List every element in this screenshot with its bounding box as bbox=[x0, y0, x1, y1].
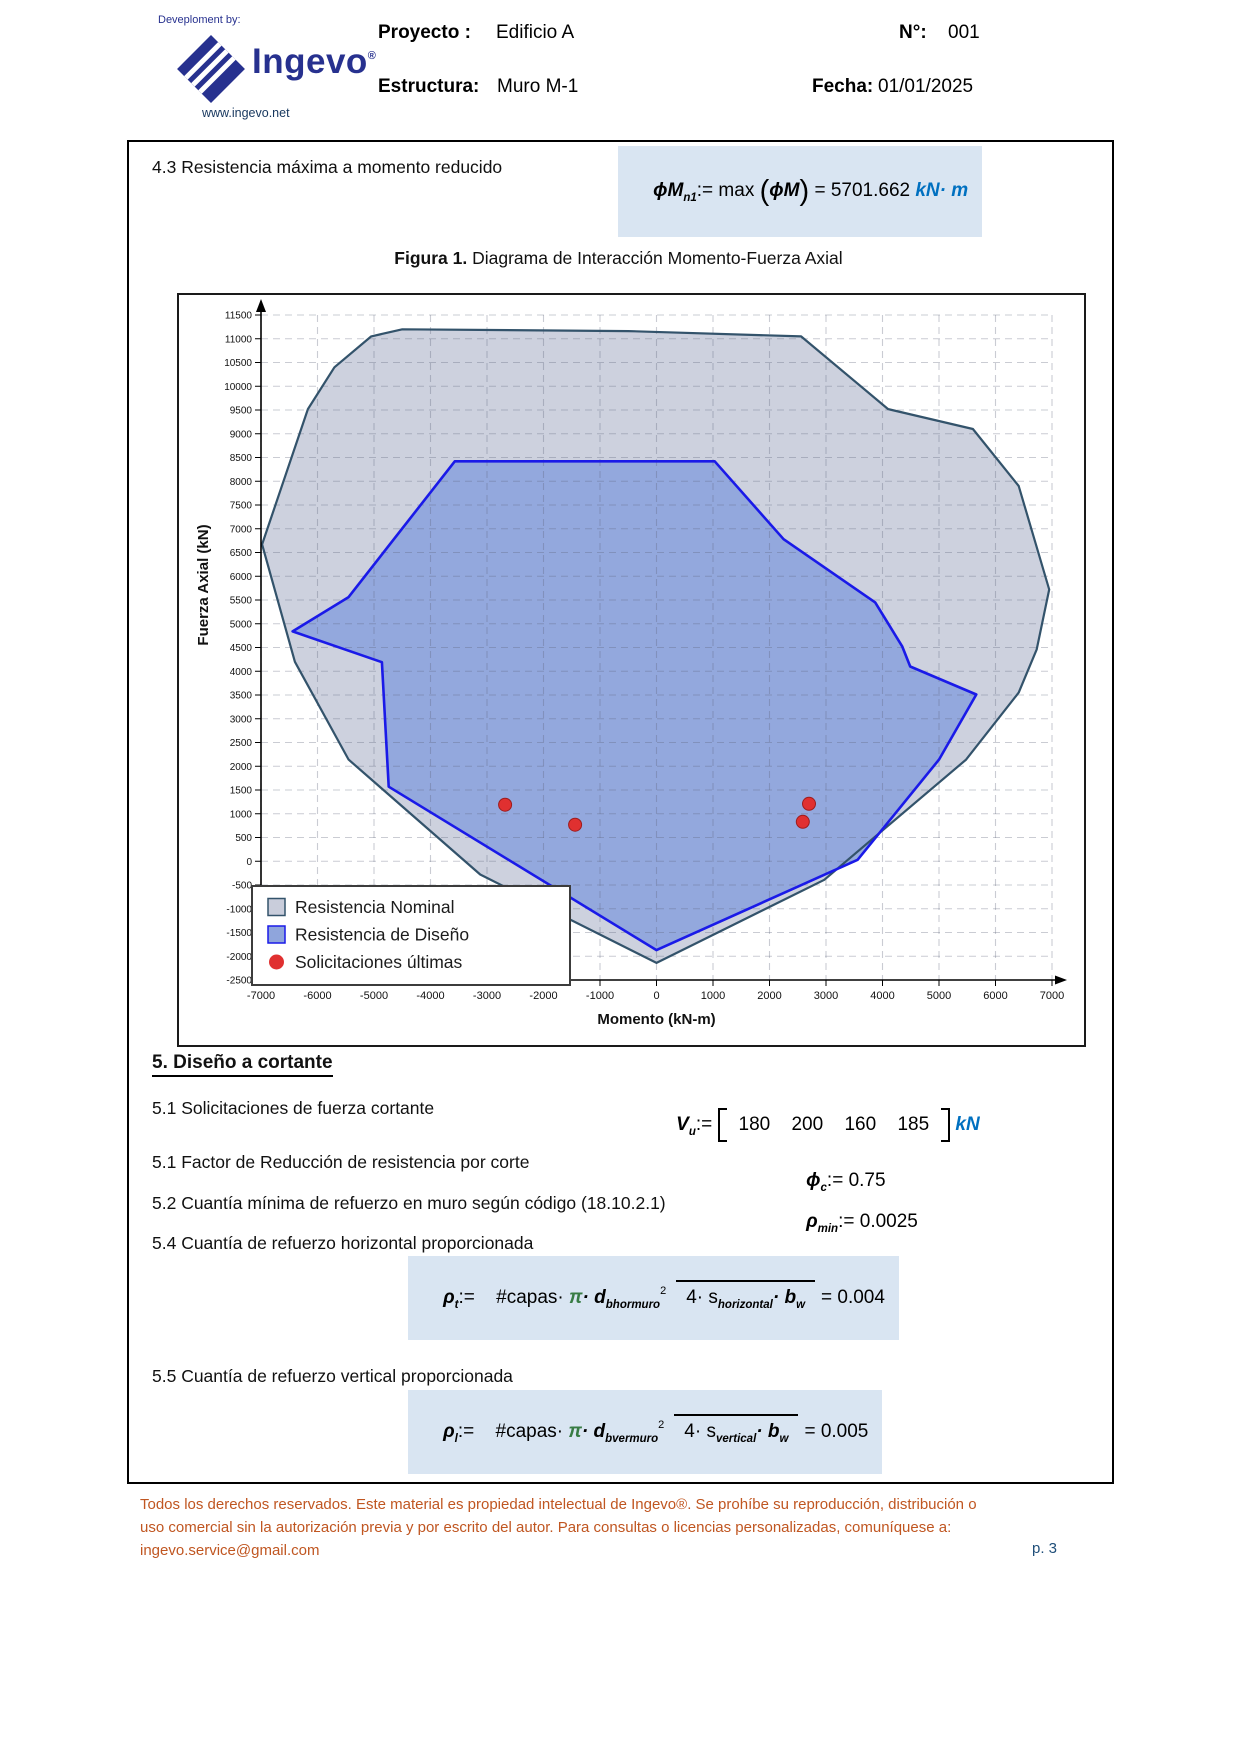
dev-label: Deveploment by: bbox=[158, 14, 241, 26]
brand-name: Ingevo® bbox=[252, 42, 377, 81]
y-tick-label: 7000 bbox=[229, 524, 252, 536]
structure-value: Muro M-1 bbox=[497, 76, 579, 97]
load-point bbox=[796, 815, 809, 828]
x-tick-label: 2000 bbox=[757, 990, 782, 1002]
x-tick-label: -6000 bbox=[303, 990, 332, 1002]
legend-label: Solicitaciones últimas bbox=[295, 952, 463, 972]
y-tick-label: 3500 bbox=[229, 690, 252, 702]
phi-mn1-var: ϕM bbox=[653, 180, 684, 201]
y-tick-label: 7500 bbox=[229, 500, 252, 512]
phi-c-formula: $\phi_c:= 0.75$ bbox=[806, 1170, 886, 1194]
page-number: p. 3 bbox=[1032, 1540, 1058, 1557]
x-tick-label: -1000 bbox=[585, 990, 615, 1002]
date-value: 01/01/2025 bbox=[878, 76, 974, 97]
rho-t-value: 0.004 bbox=[837, 1287, 885, 1309]
legend-swatch-loads bbox=[269, 955, 284, 970]
x-tick-label: 5000 bbox=[926, 990, 952, 1002]
phi-c-value: 0.75 bbox=[848, 1170, 886, 1191]
logo-block bbox=[150, 12, 390, 127]
y-tick-label: 1000 bbox=[229, 809, 252, 821]
y-tick-label: 9500 bbox=[229, 405, 252, 417]
x-axis-arrow bbox=[1055, 976, 1067, 985]
row-5-1b-label: 5.1 Factor de Reducción de resistencia por corte bbox=[152, 1152, 530, 1172]
y-tick-label: 500 bbox=[235, 833, 252, 844]
y-tick-label: 11500 bbox=[224, 310, 252, 322]
y-tick-label: 0 bbox=[246, 856, 252, 868]
section-4-3-heading: 4.3 Resistencia máxima a momento reducido bbox=[152, 157, 503, 177]
y-axis-arrow bbox=[256, 299, 266, 312]
x-tick-label: -5000 bbox=[359, 990, 389, 1002]
x-tick-label: 1000 bbox=[700, 990, 726, 1002]
phi-mn1-unit: kN· m bbox=[915, 180, 969, 201]
matrix-bracket-left bbox=[718, 1108, 727, 1142]
x-tick-label: 0 bbox=[653, 990, 660, 1002]
y-tick-label: 10000 bbox=[224, 381, 252, 393]
x-tick-label: 7000 bbox=[1039, 990, 1065, 1002]
load-point bbox=[569, 818, 582, 831]
footer-line-1: Todos los derechos reservados. Este material es propiedad intelectual de Ingevo®. Se prohíbe su reproducción, distribución o bbox=[140, 1496, 977, 1513]
x-tick-label: 3000 bbox=[813, 990, 839, 1002]
footer-email: ingevo.service@gmail.com bbox=[140, 1542, 320, 1559]
rho-min-formula: $\rho_{min}:= 0.0025$ bbox=[806, 1211, 918, 1235]
y-tick-label: 8500 bbox=[229, 453, 252, 464]
y-tick-label: 2000 bbox=[229, 761, 252, 773]
website-url: www.ingevo.net bbox=[202, 106, 290, 120]
matrix-bracket-right bbox=[941, 1108, 950, 1142]
y-tick-label: 10500 bbox=[224, 358, 252, 369]
legend-swatch-design bbox=[268, 926, 285, 943]
figure-caption-label: Figura 1. bbox=[394, 248, 468, 268]
y-tick-label: 5000 bbox=[229, 619, 252, 631]
y-tick-label: 8000 bbox=[229, 476, 252, 488]
vu-unit: kN bbox=[950, 1114, 980, 1136]
y-tick-label: 11000 bbox=[224, 334, 252, 346]
rho-l-value: 0.005 bbox=[820, 1421, 869, 1443]
legend-label: Resistencia de Diseño bbox=[295, 924, 470, 945]
y-tick-label: 6500 bbox=[229, 548, 252, 559]
y-tick-label: -2000 bbox=[226, 951, 252, 963]
rho-l-formula: $\rho_l:=$ #capas· $\pi\cdot d_{bvermuro}^2$ $4\cdot s_{vertical}\cdot b_w = 0.005$ bbox=[408, 1390, 882, 1474]
y-tick-label: 5500 bbox=[229, 595, 252, 607]
x-tick-label: -4000 bbox=[416, 990, 445, 1002]
x-tick-label: -3000 bbox=[472, 990, 502, 1002]
vu-formula: $V_u:= 180$ 200 160 185 kN bbox=[655, 1086, 980, 1164]
interaction-chart bbox=[179, 295, 1084, 1045]
phi-mn1-formula: $\phi M_{n1}:= \max (\phi M) = 5701.662$ kN· m bbox=[618, 146, 982, 237]
y-tick-label: 6000 bbox=[229, 571, 252, 583]
x-axis-title: Momento (kN-m) bbox=[597, 1011, 716, 1028]
chart-legend bbox=[252, 886, 570, 985]
y-tick-label: 3000 bbox=[229, 714, 252, 726]
y-tick-label: 4000 bbox=[229, 666, 252, 678]
footer-line-2: uso comercial sin la autorización previa y por escrito del autor. Para consultas o licencias personalizadas, comuníquese a: bbox=[140, 1519, 952, 1536]
row-5-4-label: 5.4 Cuantía de refuerzo horizontal proporcionada bbox=[152, 1233, 534, 1253]
x-tick-label: 6000 bbox=[983, 990, 1008, 1002]
number-value: 001 bbox=[948, 22, 980, 43]
legend-label: Resistencia Nominal bbox=[295, 897, 455, 917]
registered-mark: ® bbox=[367, 50, 377, 62]
y-axis-title: Fuerza Axial (kN) bbox=[195, 524, 212, 646]
rho-t-formula: $\rho_t:=$ #capas· $\pi\cdot d_{bhormuro}^2$ $4\cdot s_{horizontal}\cdot b_w = 0.004$ bbox=[408, 1256, 899, 1340]
pi-symbol: π bbox=[568, 1421, 582, 1442]
rho-l-fraction: #capas· $\pi\cdot d_{bvermuro}^2$ $4\cdot s_{vertical}\cdot b_w$ bbox=[486, 1419, 799, 1445]
vu-values: 180 200 160 185 bbox=[738, 1114, 930, 1135]
rho-min-value: 0.0025 bbox=[859, 1211, 918, 1232]
section-5-heading: 5. Diseño a cortante bbox=[152, 1052, 333, 1074]
y-tick-label: 9000 bbox=[229, 429, 252, 441]
x-tick-label: 4000 bbox=[870, 990, 895, 1002]
legend-swatch-nominal bbox=[268, 899, 285, 916]
x-tick-label: -2000 bbox=[529, 990, 558, 1002]
structure-label: Estructura: bbox=[378, 76, 480, 97]
y-tick-label: -1500 bbox=[226, 928, 252, 939]
load-point bbox=[499, 798, 512, 811]
figure-frame bbox=[177, 293, 1086, 1047]
row-5-2-label: 5.2 Cuantía mínima de refuerzo en muro según código (18.10.2.1) bbox=[152, 1193, 666, 1213]
figure-caption: Figura 1. Diagrama de Interacción Momento-Fuerza Axial bbox=[394, 248, 843, 268]
ingevo-logo-icon bbox=[172, 30, 250, 108]
y-tick-label: 2500 bbox=[229, 738, 252, 749]
load-point bbox=[803, 797, 816, 810]
chart-areas bbox=[262, 329, 1049, 963]
y-tick-label: -1000 bbox=[226, 904, 252, 916]
row-5-1a-label: 5.1 Solicitaciones de fuerza cortante bbox=[152, 1098, 435, 1118]
row-5-5-label: 5.5 Cuantía de refuerzo vertical proporcionada bbox=[152, 1366, 513, 1386]
project-label: Proyecto : bbox=[378, 22, 471, 43]
y-tick-label: 1500 bbox=[229, 785, 252, 797]
number-label: N°: bbox=[899, 22, 927, 43]
x-tick-label: -7000 bbox=[246, 990, 276, 1002]
y-tick-label: -500 bbox=[231, 880, 252, 892]
y-tick-label: -2500 bbox=[226, 975, 252, 987]
project-value: Edificio A bbox=[496, 22, 575, 43]
pi-symbol: π bbox=[569, 1287, 583, 1308]
date-label: Fecha: bbox=[812, 76, 874, 97]
y-tick-label: 4500 bbox=[229, 643, 252, 654]
phi-mn1-value: 5701.662 bbox=[830, 180, 916, 201]
rho-t-fraction: #capas· $\pi\cdot d_{bhormuro}^2$ $4\cdot s_{horizontal}\cdot b_w$ bbox=[486, 1285, 815, 1311]
